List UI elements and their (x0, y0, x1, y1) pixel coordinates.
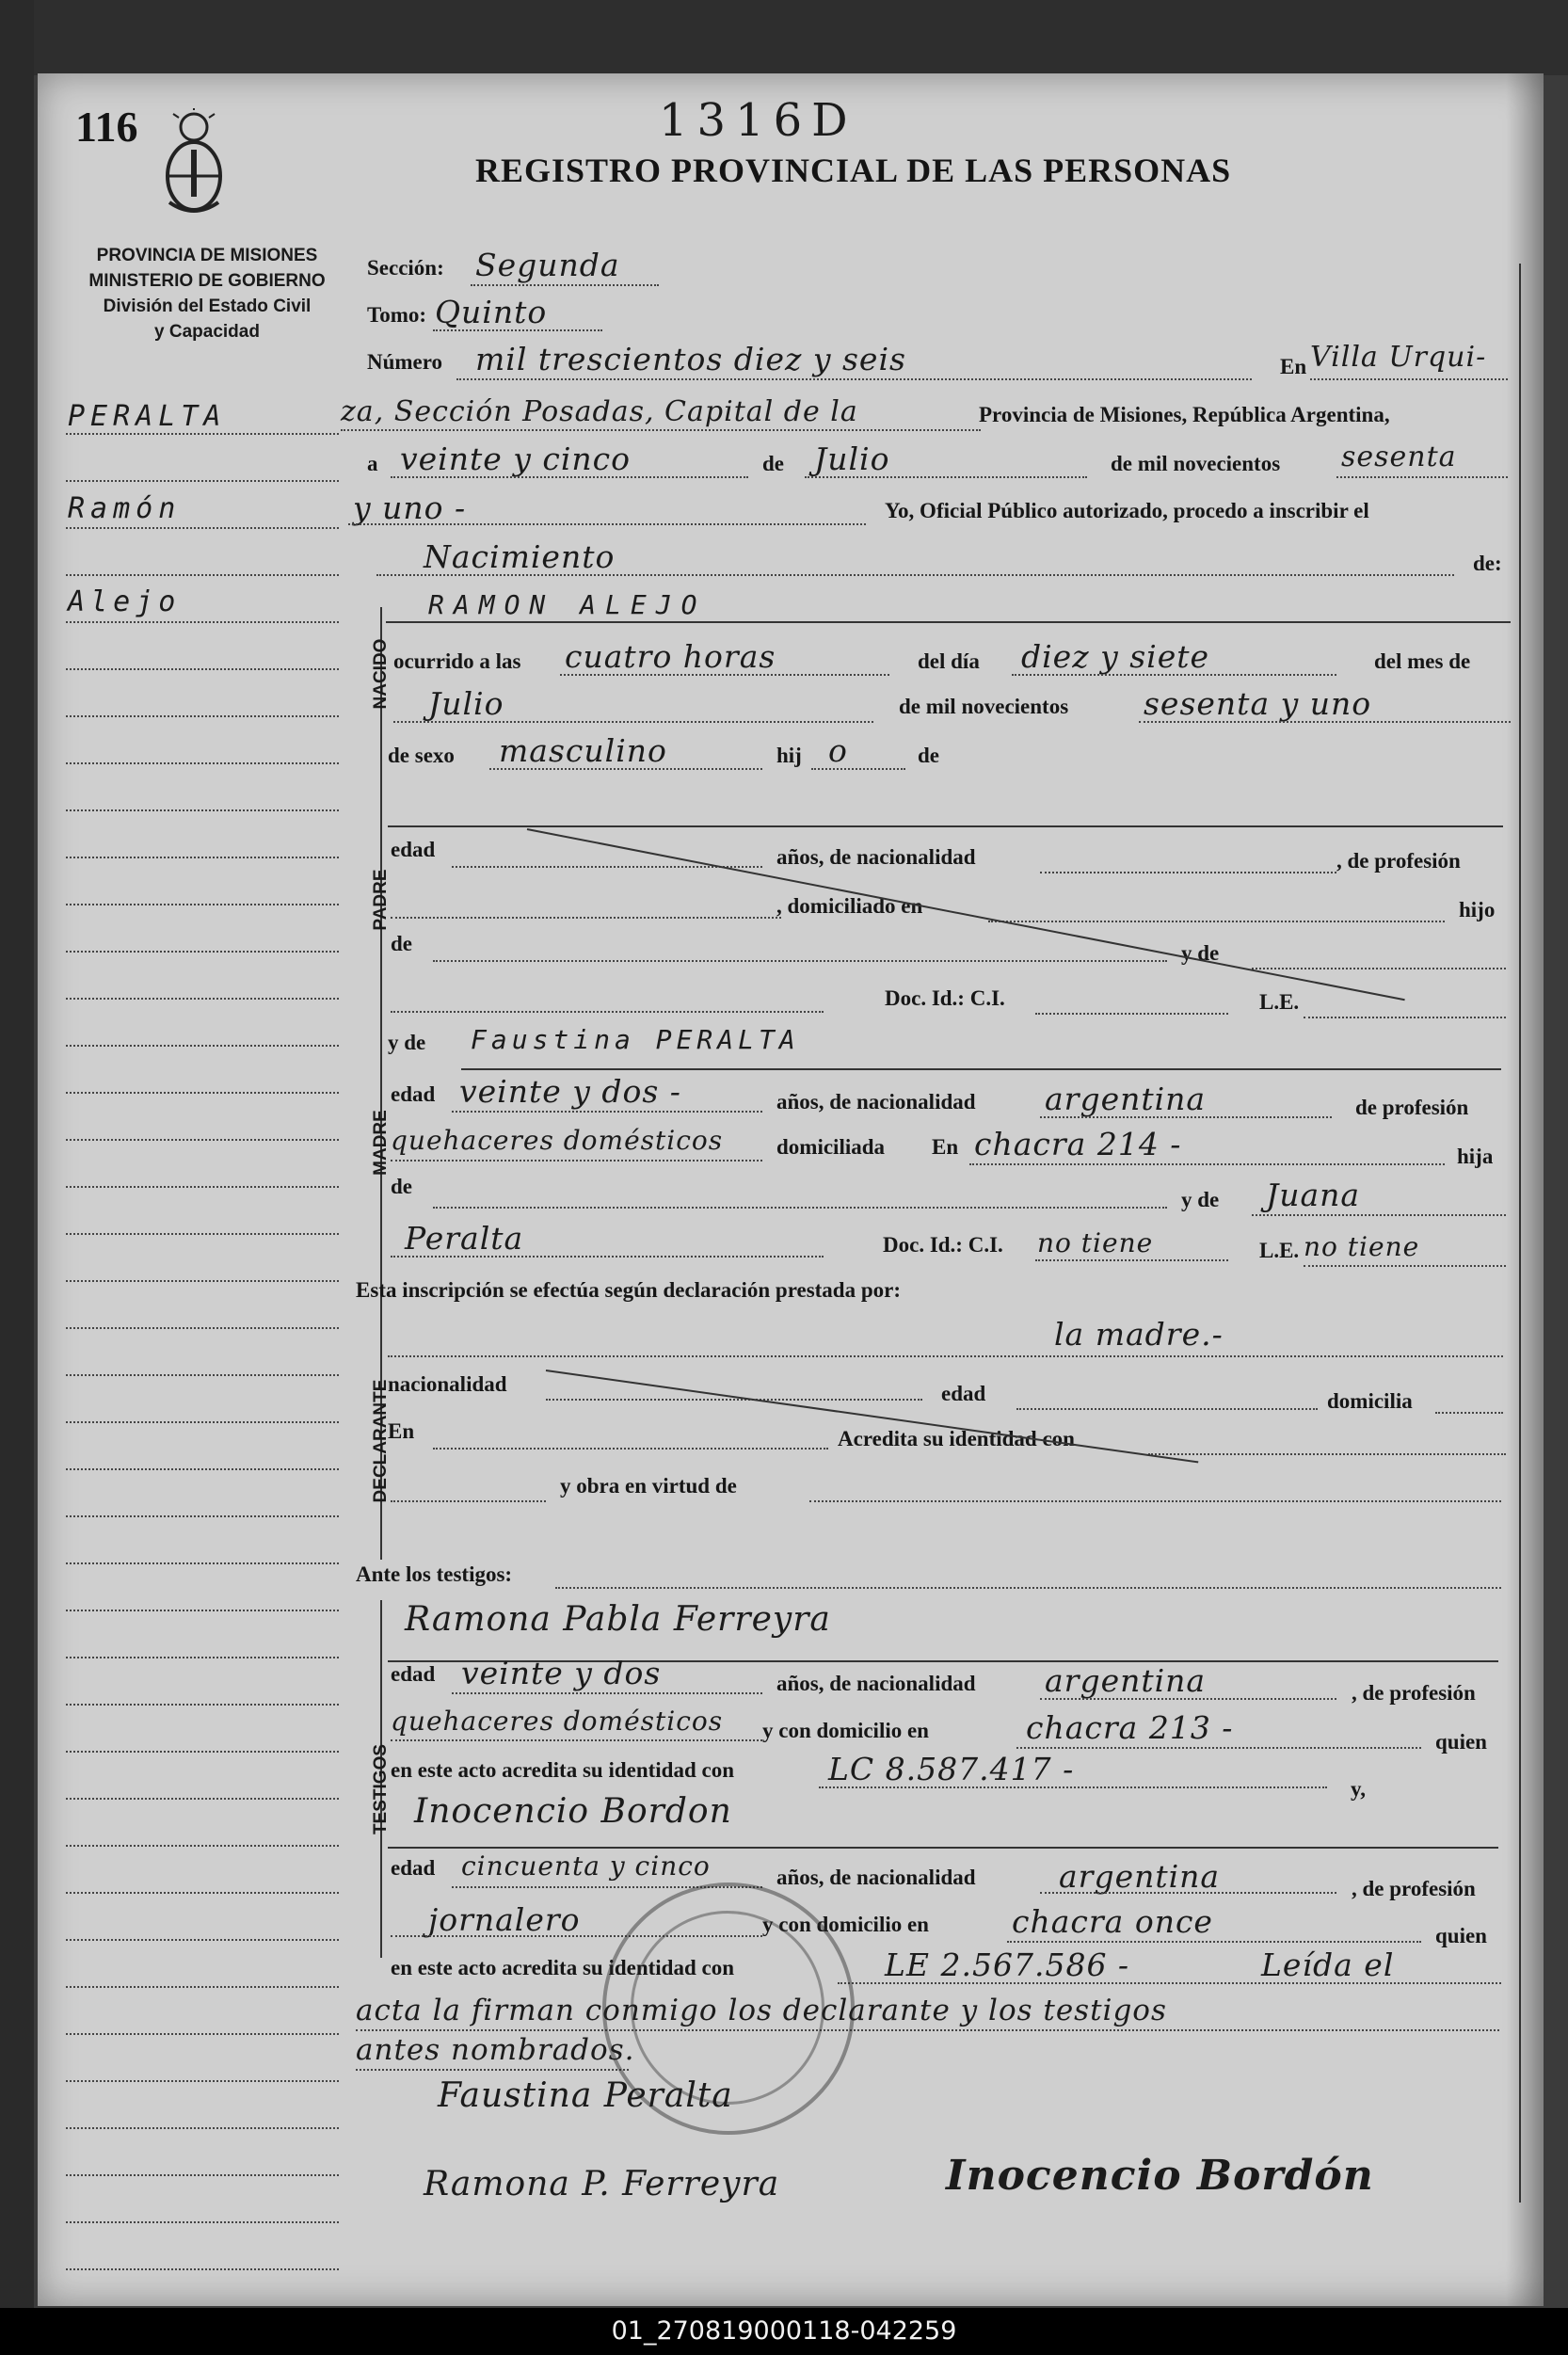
margin-index-line (66, 2268, 339, 2270)
label-padre-le: L.E. (1259, 990, 1300, 1014)
label-numero: Número (367, 350, 443, 374)
label-seccion: Sección: (367, 256, 444, 280)
margin-index-line (66, 1139, 339, 1141)
value-t1-prof: quehaceres domésticos (391, 1706, 724, 1737)
label-madre-edad: edad (391, 1082, 436, 1106)
value-t2-nombre: Inocencio Bordon (414, 1792, 732, 1831)
value-t1-nombre: Ramona Pabla Ferreyra (405, 1600, 831, 1639)
margin-given-1: Ramón (68, 492, 182, 525)
margin-given-2: Alejo (68, 585, 182, 618)
side-label-nacido: NACIDO (371, 638, 391, 710)
label-madre-domiciliada: domiciliada (776, 1135, 886, 1159)
value-t1-edad: veinte y dos (461, 1655, 662, 1691)
label-de-colon: de: (1473, 552, 1502, 575)
margin-index-line (66, 574, 339, 576)
margin-index-line (66, 904, 339, 905)
stamp-number: 1316D (659, 94, 857, 147)
coat-of-arms-icon (160, 108, 228, 221)
margin-index-line (66, 2221, 339, 2223)
label-padre-doc: Doc. Id.: C.I. (885, 986, 1005, 1010)
margin-index-line (66, 1657, 339, 1658)
label-padre-y-de: y de (1181, 941, 1220, 965)
margin-index-line (66, 433, 339, 435)
label-tomo: Tomo: (367, 303, 427, 327)
margin-index-line (66, 857, 339, 858)
label-hij: hij (776, 744, 802, 767)
label-madre-hija: hija (1457, 1145, 1494, 1168)
margin-index-line (66, 809, 339, 811)
binder-strip (0, 0, 1568, 75)
value-anio-2: y uno - (353, 489, 467, 526)
label-t2-edad: edad (391, 1856, 436, 1880)
value-hora: cuatro horas (565, 638, 776, 675)
value-madre-dom: chacra 214 - (974, 1126, 1182, 1162)
margin-index-line (66, 527, 339, 529)
value-hij: o (828, 732, 848, 769)
value-madre-nombre: Faustina PERALTA (471, 1024, 800, 1055)
signature-faustina: Faustina Peralta (438, 2076, 733, 2115)
margin-index-line (66, 1798, 339, 1800)
value-cierre-1: Leída el (1261, 1946, 1395, 1983)
label-madre-y-de: y de (388, 1031, 426, 1054)
label-padre-edad: edad (391, 838, 436, 861)
value-en-2: za, Sección Posadas, Capital de la (341, 395, 858, 428)
margin-index-line (66, 1045, 339, 1047)
label-provincia: Provincia de Misiones, República Argentina, (979, 403, 1390, 426)
label-decl-nacionalidad: nacionalidad (388, 1372, 507, 1396)
value-t2-prof: jornalero (428, 1901, 581, 1938)
value-cierre-3: antes nombrados. (356, 2033, 635, 2067)
margin-index-line (66, 951, 339, 953)
value-numero: mil trescientos diez y seis (475, 341, 906, 377)
margin-index-line (66, 2080, 339, 2082)
label-padre-de: de (391, 932, 412, 955)
value-sexo: masculino (499, 732, 667, 769)
label-padre-profesion: , de profesión (1336, 849, 1461, 873)
margin-index-line (66, 1233, 339, 1235)
binder-edge (0, 0, 34, 2308)
margin-index-line (66, 1280, 339, 1282)
side-label-declarante: DECLARANTE (371, 1379, 391, 1503)
label-del-mes: del mes de (1374, 649, 1471, 673)
label-de-mil-nac: de mil novecientos (899, 695, 1069, 718)
label-madre-doc: Doc. Id.: C.I. (883, 1233, 1003, 1257)
label-decl-domicilia: domicilia (1327, 1389, 1413, 1413)
label-t1-acredita: en este acto acredita su identidad con (391, 1758, 735, 1782)
label-decl-en: En (388, 1419, 415, 1443)
margin-index-line (66, 2127, 339, 2129)
label-t1-edad: edad (391, 1662, 436, 1686)
label-madre-de: de (391, 1175, 412, 1198)
margin-index-line (66, 762, 339, 764)
label-ante-testigos: Ante los testigos: (356, 1562, 513, 1586)
value-dia-nac: diez y siete (1021, 638, 1210, 675)
value-acto: Nacimiento (424, 538, 616, 575)
label-t2-anios: años, de nacionalidad (776, 1866, 976, 1889)
margin-index-line (66, 715, 339, 717)
label-t2-quien: quien (1435, 1924, 1487, 1947)
margin-index-line (66, 1186, 339, 1188)
margin-index-line (66, 1939, 339, 1941)
value-declarante: la madre.- (1054, 1316, 1224, 1353)
label-decl-obra: y obra en virtud de (560, 1474, 737, 1498)
label-t1-profesion: , de profesión (1352, 1681, 1476, 1705)
margin-index-line (66, 2033, 339, 2035)
page-number: 116 (75, 103, 138, 151)
label-de-mil: de mil novecientos (1111, 452, 1281, 475)
label-t1-y: y, (1351, 1777, 1366, 1801)
label-madre-anios: años, de nacionalidad (776, 1090, 976, 1113)
label-de-sexo: de sexo (388, 744, 455, 767)
label-del-dia: del día (918, 649, 980, 673)
value-anio-1: sesenta (1341, 441, 1457, 473)
label-yo: Yo, Oficial Público autorizado, procedo a inscribir el (885, 499, 1369, 522)
margin-index-line (66, 1892, 339, 1894)
value-seccion: Segunda (475, 247, 620, 283)
label-decl-edad: edad (941, 1382, 986, 1405)
label-inscripcion: Esta inscripción se efectúa según declaración prestada por: (356, 1278, 902, 1302)
label-decl-acredita: Acredita su identidad con (838, 1427, 1075, 1450)
label-t2-profesion: , de profesión (1352, 1877, 1476, 1900)
province-line-1: PROVINCIA DE MISIONES (96, 246, 318, 265)
label-madre-y-de-2: y de (1181, 1188, 1220, 1211)
value-dia: veinte y cinco (400, 441, 632, 477)
side-label-testigos: TESTIGOS (371, 1743, 391, 1835)
margin-index-line (66, 621, 339, 623)
margin-index-line (66, 1374, 339, 1376)
value-madre-prof: quehaceres domésticos (391, 1125, 724, 1156)
signature-ramona: Ramona P. Ferreyra (424, 2165, 780, 2203)
margin-index-line (66, 1092, 339, 1094)
margin-index-line (66, 1986, 339, 1988)
label-t1-anios: años, de nacionalidad (776, 1672, 976, 1695)
value-madre-de-1: Peralta (405, 1220, 524, 1257)
value-t2-edad: cincuenta y cinco (461, 1850, 711, 1882)
value-madre-le: no tiene (1304, 1231, 1420, 1262)
value-t2-dom: chacra once (1012, 1903, 1213, 1940)
label-padre-anios: años, de nacionalidad (776, 845, 976, 869)
margin-surname: PERALTA (68, 400, 227, 433)
margin-index-line (66, 480, 339, 482)
value-t2-nac: argentina (1059, 1858, 1221, 1895)
label-t1-quien: quien (1435, 1730, 1487, 1754)
value-madre-edad: veinte y dos - (459, 1073, 681, 1110)
label-en: En (1280, 355, 1307, 378)
label-madre-profesion: de profesión (1355, 1096, 1469, 1119)
label-de: de (762, 452, 784, 475)
label-padre-hijo: hijo (1459, 898, 1496, 921)
label-padre-domicilio: , domiciliado en (776, 894, 923, 918)
label-t2-domicilio: y con domicilio en (762, 1913, 929, 1936)
value-t1-doc: LC 8.587.417 - (828, 1751, 1075, 1787)
image-id-footer: 01_270819000118-042259 (0, 2308, 1568, 2355)
margin-index-line (66, 1515, 339, 1517)
value-t1-dom: chacra 213 - (1026, 1709, 1234, 1746)
right-frame-line (1519, 264, 1521, 2203)
margin-index-line (66, 1421, 339, 1423)
value-t2-doc: LE 2.567.586 - (885, 1946, 1130, 1983)
margin-index-line (66, 1704, 339, 1706)
label-a: a (367, 452, 378, 475)
value-nombre-nacido: RAMON ALEJO (428, 589, 707, 620)
margin-index-line (66, 668, 339, 670)
side-label-madre: MADRE (371, 1110, 391, 1176)
province-line-3: División del Estado Civil (103, 296, 312, 316)
margin-index-line (66, 998, 339, 1000)
value-madre-nac: argentina (1045, 1081, 1207, 1117)
value-mes: Julio (814, 441, 890, 477)
value-anio-nac: sesenta y uno (1144, 685, 1372, 722)
label-de-nacido: de (918, 744, 939, 767)
label-t1-domicilio: y con domicilio en (762, 1719, 929, 1742)
value-en-1: Villa Urqui- (1310, 341, 1487, 374)
province-block (66, 243, 348, 344)
label-madre-le: L.E. (1259, 1239, 1300, 1262)
margin-index-line (66, 1468, 339, 1470)
margin-index-line (66, 1327, 339, 1329)
document-title: REGISTRO PROVINCIAL DE LAS PERSONAS (475, 152, 1232, 189)
label-madre-en: En (932, 1135, 959, 1159)
value-madre-de-2: Juana (1266, 1177, 1361, 1213)
margin-index-line (66, 1610, 339, 1611)
margin-index-line (66, 1751, 339, 1753)
value-cierre-2: acta la firman conmigo los declarante y los testigos (356, 1994, 1167, 2027)
value-mes-nac: Julio (428, 685, 504, 722)
label-ocurrido: ocurrido a las (393, 649, 521, 673)
value-t1-nac: argentina (1045, 1662, 1207, 1699)
province-line-4: y Capacidad (154, 322, 260, 342)
side-label-padre: PADRE (371, 869, 391, 931)
margin-index-line (66, 1845, 339, 1847)
value-tomo: Quinto (435, 294, 548, 330)
value-madre-ci: no tiene (1037, 1227, 1154, 1258)
province-line-2: MINISTERIO DE GOBIERNO (88, 271, 326, 291)
margin-index-line (66, 2174, 339, 2176)
label-t2-acredita: en este acto acredita su identidad con (391, 1956, 735, 1979)
margin-index-line (66, 1562, 339, 1564)
signature-inocencio: Inocencio Bordón (946, 2152, 1374, 2200)
